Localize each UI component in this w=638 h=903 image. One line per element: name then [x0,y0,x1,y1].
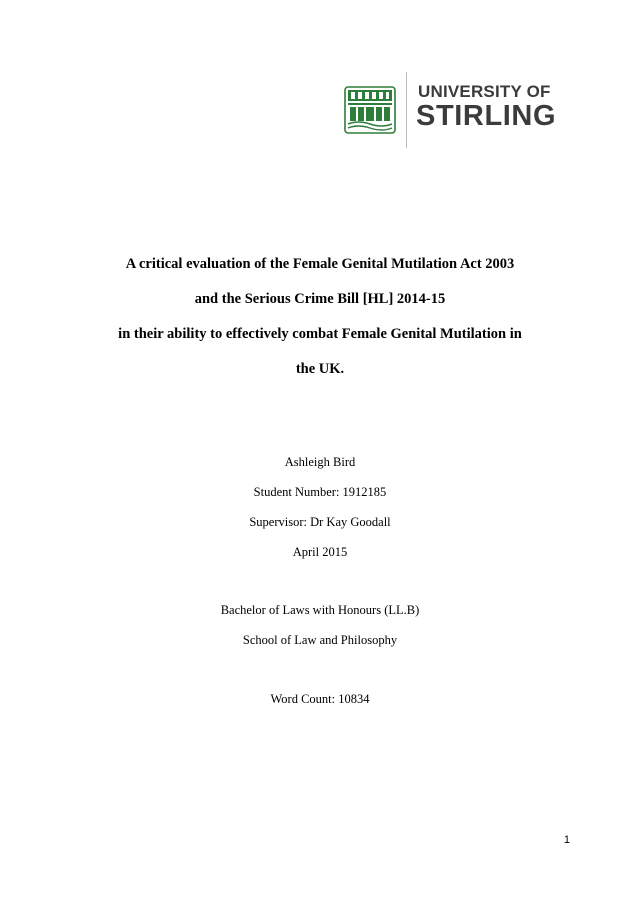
title-line-1: A critical evaluation of the Female Genital Mutilation Act 2003 [125,256,515,272]
university-crest-icon [344,86,396,134]
logo-divider [406,72,407,148]
title-line-2: and the Serious Crime Bill [HL] 2014-15 [194,291,446,307]
title-line-3: in their ability to effectively combat Female Genital Mutilation in [118,326,522,342]
logo-university-of: UNIVERSITY OF [418,82,551,101]
title-line-4: the UK. [295,361,345,377]
student-number: Student Number: 1912185 [253,485,387,499]
school-name: School of Law and Philosophy [242,633,398,647]
submission-date: April 2015 [292,545,348,559]
page-number: 1 [563,834,570,846]
author-name: Ashleigh Bird [284,455,356,469]
word-count: Word Count: 10834 [270,692,370,706]
logo-stirling: STIRLING [416,100,557,132]
supervisor: Supervisor: Dr Kay Goodall [249,515,391,529]
degree-name: Bachelor of Laws with Honours (LL.B) [220,603,420,617]
university-logo [340,72,570,148]
